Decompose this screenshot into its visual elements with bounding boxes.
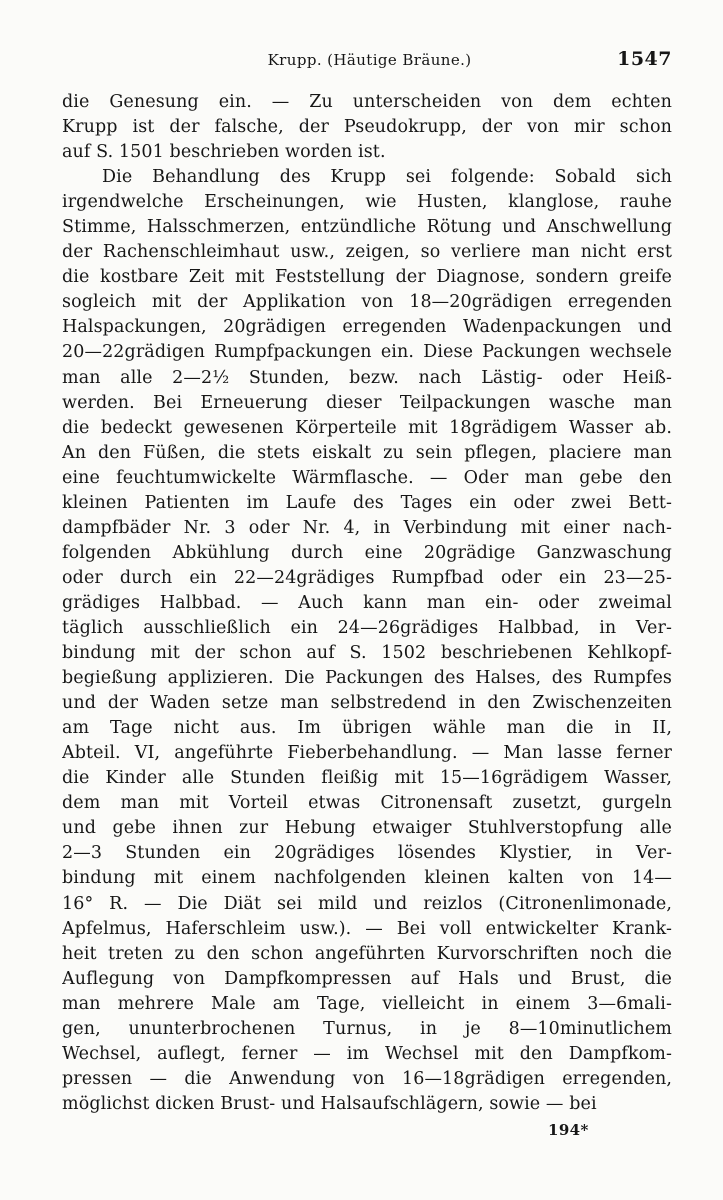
- text-line: und gebe ihnen zur Hebung etwaiger Stuhlverstopfung alle: [62, 818, 672, 839]
- text-line: bindung mit einem nachfolgenden kleinen kalten von 14—: [62, 868, 672, 889]
- text-line: werden. Bei Erneuerung dieser Teilpackungen wasche man: [62, 392, 672, 413]
- text-line: dampfbäder Nr. 3 oder Nr. 4, in Verbindung mit einer nach-: [62, 517, 672, 538]
- text-line: 20—22grädigen Rumpfpackungen ein. Diese Packungen wechsele: [62, 342, 672, 363]
- text-line: täglich ausschließlich ein 24—26grädiges Halbbad, in Ver-: [62, 617, 672, 638]
- text-line: folgenden Abkühlung durch eine 20grädige Ganzwaschung: [62, 542, 672, 563]
- text-line: Auflegung von Dampfkompressen auf Hals und Brust, die: [62, 968, 672, 989]
- text-line: möglichst dicken Brust- und Halsaufschlägern, sowie — bei: [62, 1093, 597, 1114]
- text-line: grädiges Halbbad. — Auch kann man ein- oder zweimal: [62, 592, 672, 613]
- text-line: man mehrere Male am Tage, vielleicht in einem 3—6mali-: [62, 993, 672, 1014]
- text-line: sogleich mit der Applikation von 18—20grädigen erregenden: [62, 292, 672, 313]
- signature-mark: 194*: [548, 1121, 589, 1139]
- text-line: Die Behandlung des Krupp sei folgende: Sobald sich: [102, 167, 672, 188]
- text-line: oder durch ein 22—24grädiges Rumpfbad oder ein 23—25-: [62, 567, 672, 588]
- text-line: die kostbare Zeit mit Feststellung der Diagnose, sondern greife: [62, 267, 672, 288]
- text-line: bindung mit der schon auf S. 1502 beschriebenen Kehlkopf-: [62, 643, 672, 664]
- text-line: pressen — die Anwendung von 16—18grädigen erregenden,: [62, 1068, 672, 1089]
- text-line: die Genesung ein. — Zu unterscheiden von dem echten: [62, 92, 672, 112]
- text-line: begießung applizieren. Die Packungen des Halses, des Rumpfes: [62, 668, 672, 689]
- text-line: heit treten zu den schon angeführten Kurvorschriften noch die: [62, 943, 672, 964]
- text-line: kleinen Patienten im Laufe des Tages ein oder zwei Bett-: [62, 492, 672, 513]
- page: [62, 48, 672, 1117]
- text-line: auf S. 1501 beschrieben worden ist.: [62, 142, 386, 163]
- text-line: Wechsel, auflegt, ferner — im Wechsel mit den Dampfkom-: [62, 1043, 672, 1064]
- text-line: eine feuchtumwickelte Wärmflasche. — Oder man gebe den: [62, 467, 672, 488]
- text-line: irgendwelche Erscheinungen, wie Husten, klanglose, rauhe: [62, 192, 672, 213]
- text-line: die Kinder alle Stunden fleißig mit 15—16grädigem Wasser,: [62, 768, 672, 789]
- text-line: die bedeckt gewesenen Körperteile mit 18grädigem Wasser ab.: [62, 417, 672, 438]
- text-line: Abteil. VI, angeführte Fieberbehandlung. — Man lasse ferner: [62, 743, 672, 764]
- text-line: An den Füßen, die stets eiskalt zu sein pflegen, placiere man: [62, 442, 672, 463]
- running-head: [62, 48, 672, 84]
- text-line: dem man mit Vorteil etwas Citronensaft zusetzt, gurgeln: [62, 793, 672, 814]
- text-line: Stimme, Halsschmerzen, entzündliche Rötung und Anschwellung: [62, 217, 672, 238]
- text-line: Halspackungen, 20grädigen erregenden Wadenpackungen und: [62, 317, 672, 338]
- running-head-title: Krupp. (Häutige Bräune.): [267, 51, 472, 69]
- page-number: 1547: [617, 48, 672, 70]
- text-line: der Rachenschleimhaut usw., zeigen, so verliere man nicht erst: [62, 242, 672, 263]
- text-line: Apfelmus, Haferschleim usw.). — Bei voll entwickelter Krank-: [62, 918, 672, 939]
- text-line: 2—3 Stunden ein 20grädiges lösendes Klystier, in Ver-: [62, 843, 672, 864]
- text-line: gen, ununterbrochenen Turnus, in je 8—10minutlichem: [62, 1018, 672, 1039]
- text-line: Krupp ist der falsche, der Pseudokrupp, der von mir schon: [62, 117, 672, 138]
- text-line: und der Waden setze man selbstredend in den Zwischenzeiten: [62, 693, 672, 714]
- text-line: am Tage nicht aus. Im übrigen wähle man die in II,: [62, 718, 672, 739]
- text-line: man alle 2—2½ Stunden, bezw. nach Lästig- oder Heiß-: [62, 367, 672, 388]
- body-text: [62, 90, 672, 1117]
- text-line: 16° R. — Die Diät sei mild und reizlos (Citronenlimonade,: [62, 893, 672, 914]
